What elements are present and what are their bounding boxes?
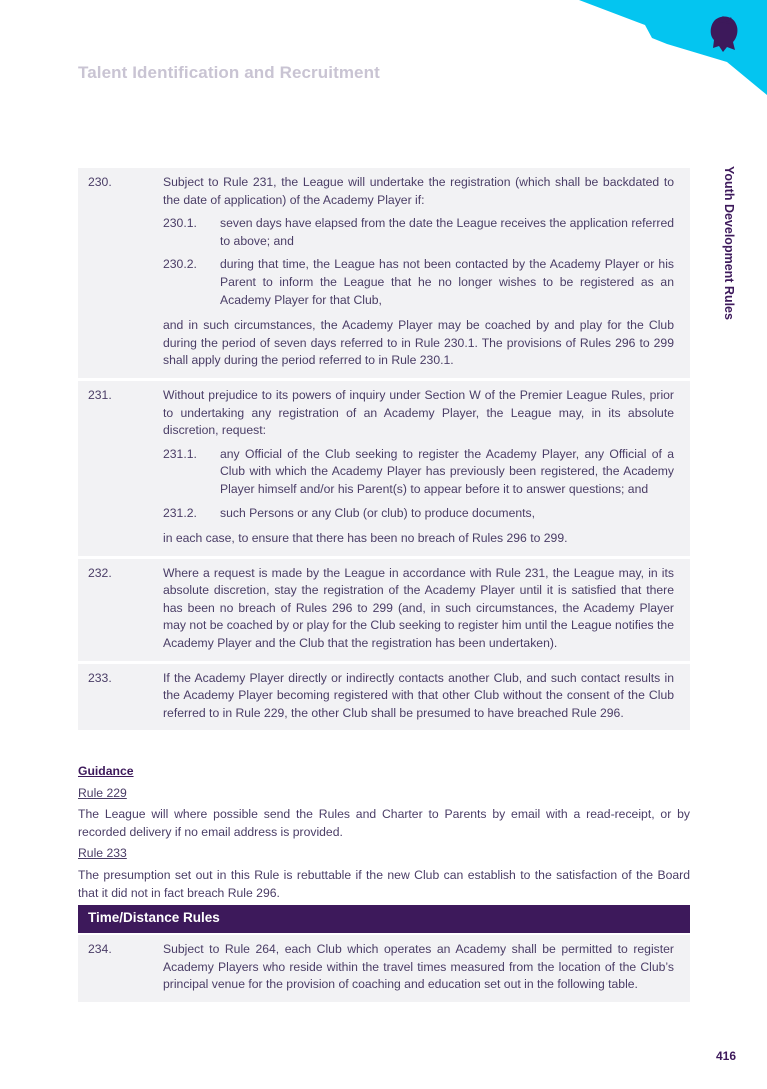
sub-rule-number: 230.1. bbox=[163, 216, 197, 231]
rule-number: 231. bbox=[88, 387, 112, 402]
rule-number: 233. bbox=[88, 670, 112, 685]
sub-rule-number: 231.2. bbox=[163, 505, 197, 520]
rule-number: 232. bbox=[88, 565, 112, 580]
side-section-label bbox=[720, 166, 740, 346]
corner-decoration bbox=[567, 0, 767, 95]
guidance-text: The presumption set out in this Rule is rebuttable if the new Club can establish to the satisfaction of the Board that it did not in fact breach Rule 296. bbox=[78, 867, 690, 900]
sub-rule-text: such Persons or any Club (or club) to produce documents, bbox=[220, 505, 536, 520]
rule-intro: Without prejudice to its powers of inquiry under Section W of the Premier League Rules, prior to undertaking any registration of an Academy Player, the League may, in its absolute discretion, request: bbox=[163, 387, 674, 438]
sub-rule-text: any Official of the Club seeking to register the Academy Player, any Official of a Club with which the Academy Player has previously been registered, the Academy Player himself and/or his Parent(s) to appear before it to answer questions; and bbox=[220, 446, 674, 496]
sub-rule bbox=[163, 256, 674, 309]
premier-league-lion-icon bbox=[711, 16, 738, 52]
rule-number: 230. bbox=[88, 175, 112, 189]
sub-rule bbox=[163, 446, 674, 499]
rule-232 bbox=[78, 559, 690, 661]
rule-text: Where a request is made by the League in accordance with Rule 231, the League may, in its absolute discretion, stay the registration of the Academy Player until it is satisfied that there has been no breach of Rules 296 to 299 (and, in such circumstances, the Academy Player may not be coached by or play for the Club seeking to register him until the League notifies the Academy Player and the Club that the registration has been undertaken). bbox=[163, 565, 674, 651]
guidance-rule-link[interactable]: Rule 229 bbox=[78, 785, 127, 800]
sub-rule bbox=[163, 505, 674, 523]
sub-rule-number: 230.2. bbox=[163, 257, 197, 272]
rule-number: 234. bbox=[88, 942, 112, 956]
sub-rule-text: during that time, the League has not been contacted by the Academy Player or his Parent to inform the League that he no longer wishes to be registered as an Academy Player for that Club, bbox=[220, 257, 674, 307]
rule-231 bbox=[78, 381, 690, 556]
rule-intro: Subject to Rule 231, the League will undertake the registration (which shall be backdated to the date of application) of the Academy Player if: bbox=[163, 175, 674, 207]
guidance-text: The League will where possible send the Rules and Charter to Parents by email with a read-receipt, or by recorded delivery if no email address is provided. bbox=[78, 807, 690, 839]
rule-233 bbox=[78, 664, 690, 731]
rule-outro: in each case, to ensure that there has been no breach of Rules 296 to 299. bbox=[163, 531, 568, 546]
guidance-rule-link[interactable]: Rule 233 bbox=[78, 846, 127, 861]
page-title: Talent Identification and Recruitment bbox=[78, 63, 380, 82]
side-label-text: Youth Development Rules bbox=[722, 166, 736, 320]
page-number: 416 bbox=[716, 1049, 737, 1063]
rule-230 bbox=[78, 168, 690, 378]
sub-rule-number: 231.1. bbox=[163, 446, 197, 461]
sub-rule-text: seven days have elapsed from the date the League receives the application referred to above; and bbox=[220, 216, 674, 248]
rule-text: Subject to Rule 264, each Club which operates an Academy shall be permitted to register Academy Players who reside within the travel times measured from the location of the Club’s principal venue for the provision of coaching and education set out in the following table. bbox=[163, 942, 674, 992]
guidance-heading: Guidance bbox=[78, 764, 134, 778]
rule-outro: and in such circumstances, the Academy Player may be coached by and play for the Club during the period of seven days referred to in Rule 230.1. The provisions of Rules 296 to 299 shall apply during the period referred to in Rule 230.1. bbox=[163, 318, 674, 368]
rules-list-time-distance bbox=[78, 935, 690, 1005]
section-heading: Time/Distance Rules bbox=[78, 905, 690, 933]
sub-rule bbox=[163, 215, 674, 250]
guidance-section bbox=[78, 763, 690, 906]
rules-list bbox=[78, 168, 690, 733]
rule-234 bbox=[78, 935, 690, 1002]
rule-text: If the Academy Player directly or indirectly contacts another Club, and such contact results in the Academy Player becoming registered with that other Club without the consent of the Club referred to in Rule 229, the other Club shall be presumed to have breached Rule 296. bbox=[163, 670, 674, 720]
